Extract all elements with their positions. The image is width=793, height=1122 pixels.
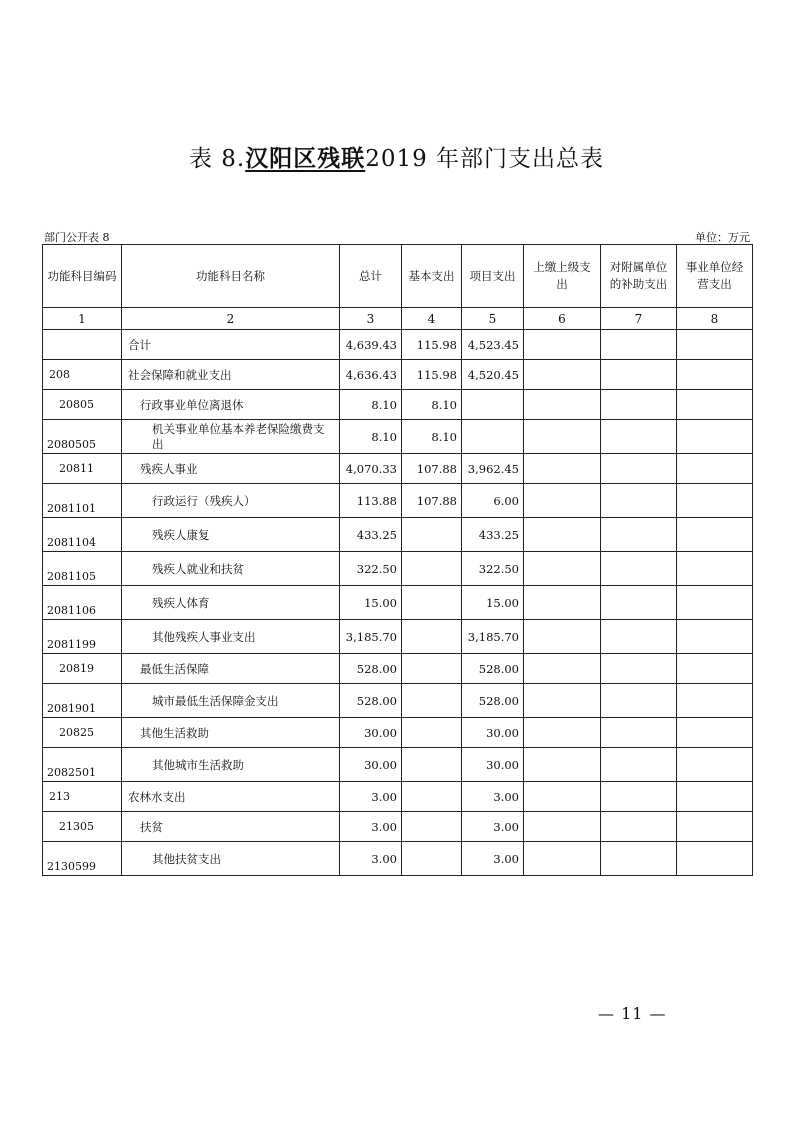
remit-cell (524, 782, 601, 812)
remit-cell (524, 360, 601, 390)
name-cell: 其他城市生活救助 (122, 748, 340, 782)
project-cell: 528.00 (462, 684, 524, 718)
name-cell: 残疾人事业 (122, 454, 340, 484)
subsidy-cell (601, 748, 677, 782)
column-number: 5 (462, 308, 524, 330)
name-cell: 残疾人体育 (122, 586, 340, 620)
basic-cell (402, 842, 462, 876)
table-row (43, 718, 753, 748)
header-cell: 功能科目编码 (43, 245, 122, 308)
business-cell (677, 552, 753, 586)
project-cell: 4,520.45 (462, 360, 524, 390)
business-cell (677, 484, 753, 518)
remit-cell (524, 390, 601, 420)
total-cell: 433.25 (340, 518, 402, 552)
column-number: 4 (402, 308, 462, 330)
column-number: 7 (601, 308, 677, 330)
project-cell: 30.00 (462, 748, 524, 782)
basic-cell (402, 552, 462, 586)
remit-cell (524, 684, 601, 718)
basic-cell (402, 684, 462, 718)
project-cell: 528.00 (462, 654, 524, 684)
name-cell: 行政事业单位离退休 (122, 390, 340, 420)
project-cell: 4,523.45 (462, 330, 524, 360)
project-cell: 15.00 (462, 586, 524, 620)
subsidy-cell (601, 360, 677, 390)
basic-cell (402, 518, 462, 552)
column-number: 1 (43, 308, 122, 330)
name-cell: 社会保障和就业支出 (122, 360, 340, 390)
name-cell: 行政运行（残疾人） (122, 484, 340, 518)
business-cell (677, 330, 753, 360)
project-cell: 3.00 (462, 842, 524, 876)
project-cell: 3,185.70 (462, 620, 524, 654)
code-cell: 20811 (43, 454, 122, 484)
remit-cell (524, 748, 601, 782)
header-cell: 基本支出 (402, 245, 462, 308)
name-cell: 扶贫 (122, 812, 340, 842)
table-row (43, 390, 753, 420)
project-cell: 433.25 (462, 518, 524, 552)
code-cell: 20819 (43, 654, 122, 684)
basic-cell: 107.88 (402, 454, 462, 484)
total-cell: 4,639.43 (340, 330, 402, 360)
basic-cell (402, 812, 462, 842)
subsidy-cell (601, 620, 677, 654)
total-cell: 528.00 (340, 654, 402, 684)
name-cell: 残疾人康复 (122, 518, 340, 552)
subsidy-cell (601, 454, 677, 484)
subsidy-cell (601, 782, 677, 812)
code-cell: 213 (43, 782, 122, 812)
total-cell: 322.50 (340, 552, 402, 586)
total-cell: 8.10 (340, 390, 402, 420)
project-cell: 30.00 (462, 718, 524, 748)
total-cell: 3,185.70 (340, 620, 402, 654)
basic-cell: 115.98 (402, 330, 462, 360)
name-cell: 其他生活救助 (122, 718, 340, 748)
total-cell: 4,070.33 (340, 454, 402, 484)
name-cell: 合计 (122, 330, 340, 360)
total-cell: 15.00 (340, 586, 402, 620)
subsidy-cell (601, 518, 677, 552)
total-cell: 30.00 (340, 718, 402, 748)
business-cell (677, 420, 753, 454)
column-number: 8 (677, 308, 753, 330)
total-cell: 8.10 (340, 420, 402, 454)
business-cell (677, 782, 753, 812)
code-cell: 2081105 (43, 552, 122, 586)
total-cell: 30.00 (340, 748, 402, 782)
table-row (43, 748, 753, 782)
basic-cell (402, 718, 462, 748)
table-row (43, 454, 753, 484)
basic-cell: 115.98 (402, 360, 462, 390)
table-id: 部门公开表 8 (44, 231, 110, 244)
remit-cell (524, 484, 601, 518)
code-cell: 208 (43, 360, 122, 390)
basic-cell (402, 782, 462, 812)
remit-cell (524, 552, 601, 586)
name-cell: 农林水支出 (122, 782, 340, 812)
total-cell: 3.00 (340, 812, 402, 842)
project-cell: 3.00 (462, 812, 524, 842)
remit-cell (524, 620, 601, 654)
subsidy-cell (601, 812, 677, 842)
table-row (43, 684, 753, 718)
remit-cell (524, 718, 601, 748)
column-number: 6 (524, 308, 601, 330)
table-row (43, 654, 753, 684)
project-cell: 322.50 (462, 552, 524, 586)
subsidy-cell (601, 420, 677, 454)
subsidy-cell (601, 390, 677, 420)
code-cell: 2081101 (43, 484, 122, 518)
header-cell: 功能科目名称 (122, 245, 340, 308)
subsidy-cell (601, 484, 677, 518)
name-cell: 其他扶贫支出 (122, 842, 340, 876)
unit-label: 单位：万元 (695, 231, 750, 244)
business-cell (677, 454, 753, 484)
name-cell: 残疾人就业和扶贫 (122, 552, 340, 586)
remit-cell (524, 330, 601, 360)
basic-cell (402, 620, 462, 654)
table-row (43, 420, 753, 454)
page-number: — 11 — (598, 1004, 667, 1023)
code-cell: 2082501 (43, 748, 122, 782)
business-cell (677, 390, 753, 420)
business-cell (677, 518, 753, 552)
column-number: 3 (340, 308, 402, 330)
header-cell: 上缴上级支出 (524, 245, 601, 308)
basic-cell (402, 654, 462, 684)
table-row (43, 518, 753, 552)
business-cell (677, 654, 753, 684)
expenditure-table (42, 244, 753, 876)
code-cell: 2081901 (43, 684, 122, 718)
column-number: 2 (122, 308, 340, 330)
business-cell (677, 360, 753, 390)
subsidy-cell (601, 842, 677, 876)
business-cell (677, 718, 753, 748)
header-row (43, 245, 753, 308)
subsidy-cell (601, 654, 677, 684)
header-cell: 项目支出 (462, 245, 524, 308)
project-cell: 3.00 (462, 782, 524, 812)
code-cell (43, 330, 122, 360)
subsidy-cell (601, 552, 677, 586)
basic-cell: 8.10 (402, 420, 462, 454)
table-row (43, 330, 753, 360)
code-cell: 2081199 (43, 620, 122, 654)
basic-cell: 8.10 (402, 390, 462, 420)
table-row (43, 620, 753, 654)
header-cell: 对附属单位的补助支出 (601, 245, 677, 308)
remit-cell (524, 842, 601, 876)
remit-cell (524, 454, 601, 484)
code-cell: 2081106 (43, 586, 122, 620)
remit-cell (524, 654, 601, 684)
table-row (43, 782, 753, 812)
business-cell (677, 620, 753, 654)
subsidy-cell (601, 330, 677, 360)
header-cell: 事业单位经营支出 (677, 245, 753, 308)
table-row (43, 586, 753, 620)
total-cell: 113.88 (340, 484, 402, 518)
title-prefix: 表 8. (188, 146, 246, 172)
table-row (43, 360, 753, 390)
code-cell: 20805 (43, 390, 122, 420)
subsidy-cell (601, 586, 677, 620)
page-title (0, 140, 793, 173)
code-cell: 2130599 (43, 842, 122, 876)
basic-cell: 107.88 (402, 484, 462, 518)
remit-cell (524, 518, 601, 552)
subsidy-cell (601, 684, 677, 718)
name-cell: 机关事业单位基本养老保险缴费支出 (122, 420, 340, 454)
table-meta (44, 229, 750, 245)
code-cell: 2081104 (43, 518, 122, 552)
name-cell: 最低生活保障 (122, 654, 340, 684)
business-cell (677, 748, 753, 782)
column-number-row (43, 308, 753, 330)
project-cell: 6.00 (462, 484, 524, 518)
business-cell (677, 684, 753, 718)
business-cell (677, 812, 753, 842)
name-cell: 城市最低生活保障金支出 (122, 684, 340, 718)
table-row (43, 552, 753, 586)
remit-cell (524, 812, 601, 842)
total-cell: 4,636.43 (340, 360, 402, 390)
remit-cell (524, 586, 601, 620)
remit-cell (524, 420, 601, 454)
total-cell: 528.00 (340, 684, 402, 718)
project-cell (462, 420, 524, 454)
title-org: 汉阳区残联 (245, 146, 366, 172)
business-cell (677, 586, 753, 620)
project-cell: 3,962.45 (462, 454, 524, 484)
table-row (43, 484, 753, 518)
total-cell: 3.00 (340, 842, 402, 876)
basic-cell (402, 586, 462, 620)
project-cell (462, 390, 524, 420)
basic-cell (402, 748, 462, 782)
total-cell: 3.00 (340, 782, 402, 812)
table-row (43, 842, 753, 876)
name-cell: 其他残疾人事业支出 (122, 620, 340, 654)
code-cell: 20825 (43, 718, 122, 748)
title-suffix: 2019 年部门支出总表 (365, 146, 605, 172)
code-cell: 21305 (43, 812, 122, 842)
subsidy-cell (601, 718, 677, 748)
table-row (43, 812, 753, 842)
header-cell: 总计 (340, 245, 402, 308)
business-cell (677, 842, 753, 876)
code-cell: 2080505 (43, 420, 122, 454)
